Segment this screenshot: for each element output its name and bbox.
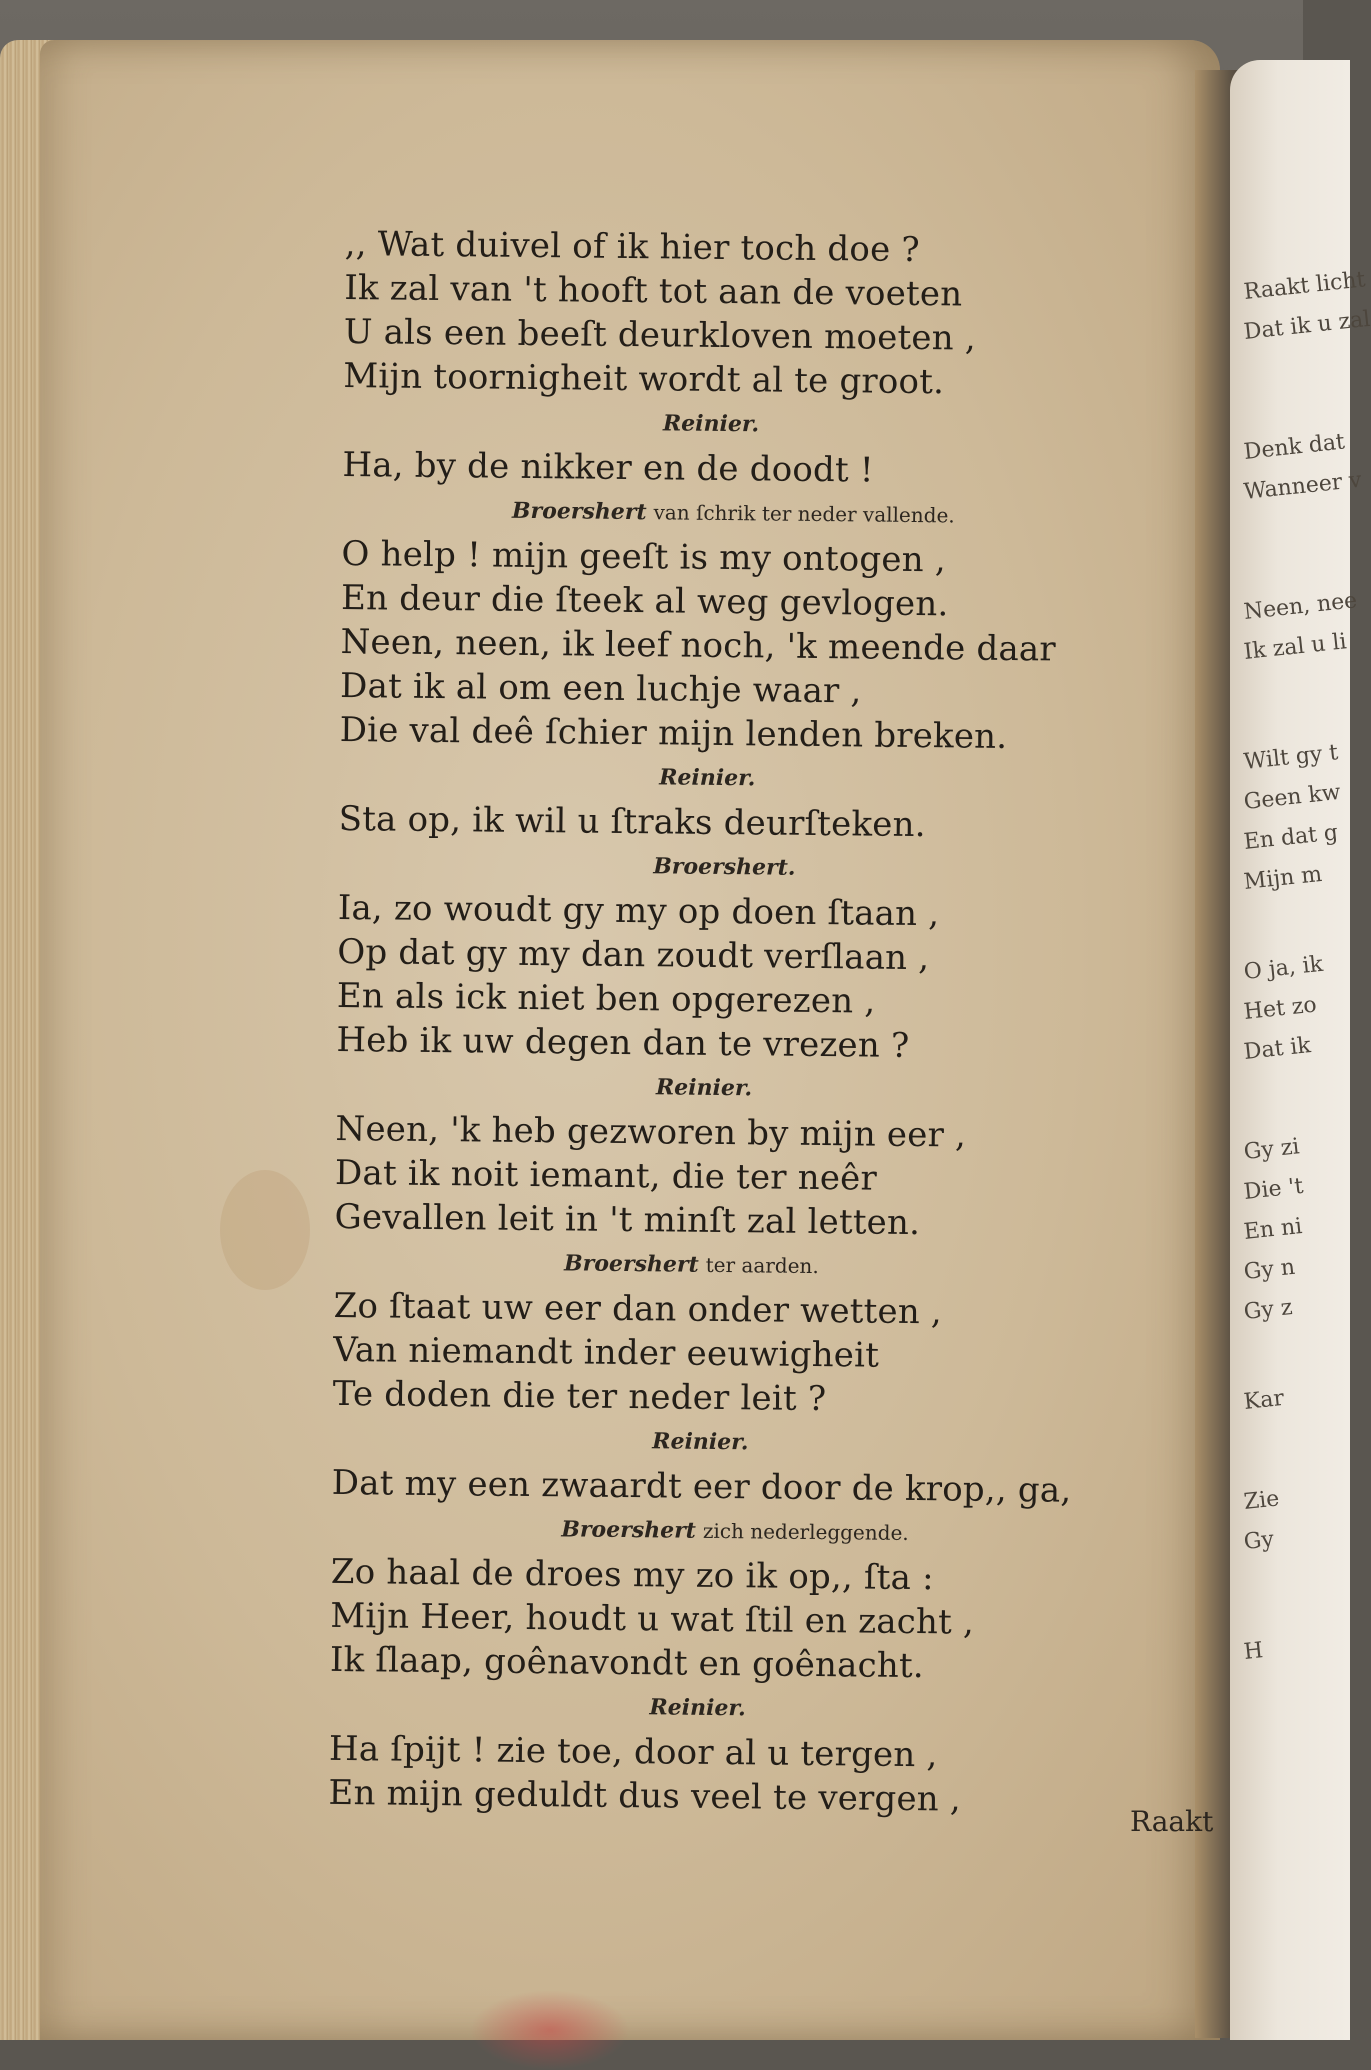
light-reflection [470,1990,630,2070]
facing-page-fragment: En ni [1242,1213,1304,1245]
stage-direction: van ſchrik ter neder vallende. [653,500,955,528]
stage-direction: zich nederleggende. [702,1518,909,1545]
speaker-name: Broershert [511,497,647,526]
speaker-name: Reinier. [655,1074,753,1102]
facing-page-fragment: Dat ik [1242,1033,1312,1065]
verse-line: Mijn Heer, houdt u wat ſtil en zacht , [330,1595,975,1643]
verse-line: Sta op, ik wil u ſtraks deurſteken. [338,798,926,846]
verse-line: Ha ſpijt ! zie toe, door al u tergen , [328,1728,938,1776]
speaker-name: Reinier. [652,1428,749,1456]
verse-line: Neen, neen, ik leef noch, 'k meende daar [340,621,1057,670]
facing-page-fragment: Gy [1242,1526,1276,1555]
verse-line: Ha, by de nikker en de doodt ! [342,444,874,491]
speaker-heading [339,752,1099,805]
verse-line: Ik ſlaap, goênavondt en goênacht. [329,1639,925,1687]
verse-line: ,, Wat duivel of ik hier toch doe ? [344,223,921,271]
facing-page-fragment: Ik zal u li [1242,629,1348,665]
facing-page [1230,60,1371,2040]
speaker-heading [334,1239,1094,1292]
speaker-heading [338,841,1098,894]
verse-line: En als ick niet ben opgerezen , [336,975,876,1022]
verse-line: Zo ſtaat uw eer dan onder wetten , [333,1285,943,1333]
verse-line: Gevallen leit in 't minſt zal letten. [334,1196,921,1244]
speaker-heading [342,487,1102,540]
verse-line: En deur die ſteek al weg gevlogen. [340,577,949,625]
page-stain [220,1170,310,1290]
facing-page-fragment: Die 't [1242,1173,1305,1205]
speaker-name: Reinier. [662,410,760,438]
facing-page-fragment: Gy n [1242,1254,1297,1285]
facing-page-fragment: En dat g [1242,820,1340,855]
speaker-heading [329,1682,1089,1735]
verse-line: U als een beeſt deurkloven moeten , [343,311,977,359]
speaker-heading [332,1416,1092,1469]
verse-line: En mijn geduldt dus veel te vergen , [328,1772,962,1820]
verse-line: Ia, zo woudt gy my op doen ſtaan , [337,887,940,935]
speaker-name: Broershert [561,1516,697,1544]
speaker-name: Broershert. [653,853,796,881]
verse-line: Heb ik uw degen dan te vrezen ? [336,1019,910,1066]
verse-line: Ik zal van 't hooft tot aan de voeten [344,267,963,315]
verse-text [328,222,1105,1823]
speaker-heading [331,1505,1091,1558]
facing-page-fragment: Wilt gy t [1242,740,1340,775]
speaker-name: Reinier. [649,1694,746,1722]
facing-page-fragment: Denk dat [1242,429,1346,465]
facing-page-fragment: H [1242,1638,1265,1665]
facing-page-fragment: Raakt licht [1242,267,1367,305]
verse-line: Van niemandt inder eeuwigheit [332,1329,880,1376]
catchword: Raakt [1130,1805,1214,1838]
verse-line: Mijn toornigheit wordt al te groot. [343,355,945,403]
verse-line: Te doden die ter neder leit ? [332,1373,827,1420]
facing-page-fragment: Kar [1242,1385,1286,1415]
facing-page-fragment: Zie [1242,1486,1281,1515]
facing-page-fragment: Gy zi [1242,1134,1301,1165]
facing-page-fragment: Neen, nee [1242,588,1359,625]
facing-page-fragment: Dat ik u zal [1242,306,1371,345]
speaker-name: Broershert [563,1250,699,1278]
verse-line: Dat my een zwaardt eer door de krop,, ga, [331,1462,1072,1511]
facing-page-fragment: Geen kw [1242,779,1342,815]
facing-page-fragment: Gy z [1242,1294,1294,1325]
verse-line: Die val deê ſchier mijn lenden breken. [339,709,1008,757]
facing-page-fragment: Het zo [1242,992,1318,1025]
stage-direction: ter aarden. [705,1252,819,1279]
facing-page-fragment: Wanneer v [1242,467,1363,505]
verse-line: Dat ik al om een luchje waar , [339,665,862,712]
verse-line: Neen, 'k heb gezworen by mijn eer , [335,1108,967,1156]
facing-page-fragment: Mijn m [1242,861,1324,895]
speaker-heading [336,1062,1096,1115]
verse-line: Dat ik noit iemant, die ter neêr [334,1152,878,1199]
verse-line: Op dat gy my dan zoudt verſlaan , [337,931,930,979]
speaker-heading [343,398,1103,451]
verse-line: O help ! mijn geeſt is my ontogen , [341,533,947,581]
speaker-name: Reinier. [659,764,756,792]
facing-page-fragment: O ja, ik [1242,951,1325,985]
verse-line: Zo haal de droes my zo ik op,, ſta : [330,1551,934,1599]
